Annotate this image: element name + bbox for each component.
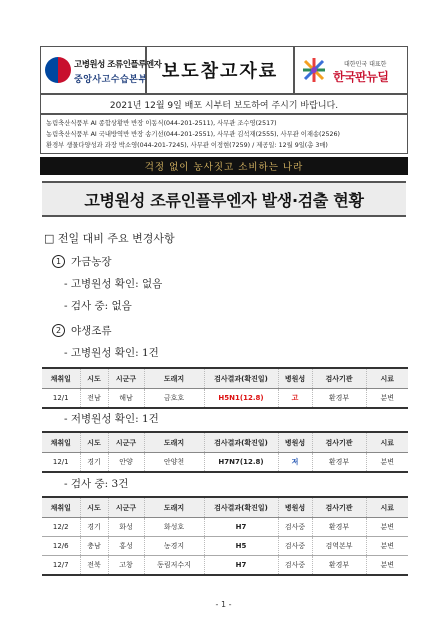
cell: 화성호 — [144, 518, 204, 537]
col-header: 시군구 — [108, 368, 144, 389]
cell: 12/7 — [42, 556, 80, 576]
item-poultry — [52, 254, 112, 269]
table-row — [42, 453, 408, 473]
cell: 전남 — [80, 389, 108, 409]
page-number: - 1 - — [215, 600, 232, 609]
main-title-box — [42, 181, 406, 217]
cell: 환경부 — [312, 453, 366, 473]
agency-name-line2: 중앙사고수습본부 — [74, 75, 148, 85]
doc-type-box — [146, 46, 294, 94]
wild-testing-count: - 검사 중: 3건 — [64, 478, 129, 490]
cell: 환경부 — [312, 556, 366, 576]
col-header: 검사결과(확진일) — [204, 432, 278, 453]
table-header-row — [42, 497, 408, 518]
col-header: 병원성 — [278, 368, 312, 389]
table-row — [42, 518, 408, 537]
korean-new-deal-logo — [294, 46, 408, 94]
cell: 분변 — [366, 518, 408, 537]
col-header: 시도 — [80, 432, 108, 453]
section-heading: □ 전일 대비 주요 변경사항 — [44, 232, 175, 245]
high-path-table — [42, 367, 408, 409]
cell-pathogenicity: 검사중 — [278, 537, 312, 556]
embargo-text: 2021년 12월 9일 배포 시부터 보도하여 주시기 바랍니다. — [109, 100, 339, 111]
cell: 경기 — [80, 453, 108, 473]
circled-number: 2 — [52, 324, 65, 337]
col-header: 병원성 — [278, 432, 312, 453]
cell: 화성 — [108, 518, 144, 537]
cell-pathogenicity: 검사중 — [278, 518, 312, 537]
item-label: 가금농장 — [71, 256, 112, 268]
korea-emblem-icon — [45, 57, 71, 83]
contact-box — [40, 114, 408, 154]
col-header: 시료 — [366, 432, 408, 453]
cell: 환경부 — [312, 389, 366, 409]
agency-name-line1: 고병원성 조류인플루엔자 — [74, 60, 162, 70]
item-wild-birds — [52, 323, 112, 338]
contact-line: 농림축산식품부 AI 국내방역반 반장 송기선(044-201-2551), 사무관 김석재(2555), 사무관 이재송(2526) — [46, 131, 340, 138]
col-header: 검사기관 — [312, 432, 366, 453]
cell: 홍성 — [108, 537, 144, 556]
cell: 12/2 — [42, 518, 80, 537]
table-row — [42, 556, 408, 576]
col-header: 도래지 — [144, 368, 204, 389]
cell-result: H5 — [204, 537, 278, 556]
cell-result: H5N1(12.8) — [204, 389, 278, 409]
brand-subtitle: 대한민국 대표한 — [344, 61, 387, 68]
cell-pathogenicity: 저 — [278, 453, 312, 473]
table-header-row — [42, 432, 408, 453]
col-header: 시료 — [366, 368, 408, 389]
brand-title: 한국판뉴딜 — [333, 70, 389, 84]
main-title: 고병원성 조류인플루엔자 발생·검출 현황 — [84, 190, 364, 210]
cell: 충남 — [80, 537, 108, 556]
cell: 12/1 — [42, 453, 80, 473]
cell: 12/1 — [42, 389, 80, 409]
item-label: 야생조류 — [71, 325, 112, 337]
cell: 분변 — [366, 453, 408, 473]
embargo-notice — [40, 94, 408, 114]
cell: 농경지 — [144, 537, 204, 556]
cell: 금호호 — [144, 389, 204, 409]
cell: 해남 — [108, 389, 144, 409]
col-header: 시료 — [366, 497, 408, 518]
testing-table — [42, 496, 408, 576]
table-row — [42, 537, 408, 556]
poultry-high-path: - 고병원성 확인: 없음 — [64, 278, 163, 290]
new-deal-star-icon — [301, 56, 327, 84]
col-header: 시군구 — [108, 432, 144, 453]
col-header: 검사결과(확진일) — [204, 497, 278, 518]
col-header: 채취일 — [42, 432, 80, 453]
cell: 경기 — [80, 518, 108, 537]
col-header: 시도 — [80, 368, 108, 389]
contact-line: 환경부 생물다양성과 과장 박소영(044-201-7245), 사무관 이정현(7259) / 제공일: 12월 9일(총 3매) — [46, 142, 328, 149]
cell-result: H7 — [204, 518, 278, 537]
slogan-banner — [40, 157, 408, 175]
cell-result: H7N7(12.8) — [204, 453, 278, 473]
cell: 12/6 — [42, 537, 80, 556]
col-header: 검사기관 — [312, 368, 366, 389]
col-header: 도래지 — [144, 497, 204, 518]
table-header-row — [42, 368, 408, 389]
cell: 고창 — [108, 556, 144, 576]
cell-result: H7 — [204, 556, 278, 576]
col-header: 검사기관 — [312, 497, 366, 518]
cell: 분변 — [366, 537, 408, 556]
col-header: 시도 — [80, 497, 108, 518]
table-row — [42, 389, 408, 409]
col-header: 채취일 — [42, 497, 80, 518]
contact-line: 농림축산식품부 AI 종합상황반 반장 이동식(044-201-2511), 사무관 조수영(2517) — [46, 120, 277, 127]
cell: 검역본부 — [312, 537, 366, 556]
col-header: 채취일 — [42, 368, 80, 389]
col-header: 도래지 — [144, 432, 204, 453]
col-header: 병원성 — [278, 497, 312, 518]
doc-type-title: 보도참고자료 — [161, 61, 279, 82]
cell: 환경부 — [312, 518, 366, 537]
wild-low-path-count: - 저병원성 확인: 1건 — [64, 413, 159, 425]
cell-pathogenicity: 고 — [278, 389, 312, 409]
slogan-text: 걱정 없이 농사짓고 소비하는 나라 — [144, 162, 304, 173]
agency-logo — [40, 46, 162, 94]
cell: 안양 — [108, 453, 144, 473]
cell: 안양천 — [144, 453, 204, 473]
circled-number: 1 — [52, 255, 65, 268]
cell: 분변 — [366, 389, 408, 409]
cell-pathogenicity: 검사중 — [278, 556, 312, 576]
low-path-table — [42, 431, 408, 473]
wild-high-path-count: - 고병원성 확인: 1건 — [64, 347, 159, 359]
col-header: 시군구 — [108, 497, 144, 518]
poultry-testing: - 검사 중: 없음 — [64, 300, 132, 312]
col-header: 검사결과(확진일) — [204, 368, 278, 389]
cell: 전북 — [80, 556, 108, 576]
cell: 분변 — [366, 556, 408, 576]
cell: 동림저수지 — [144, 556, 204, 576]
